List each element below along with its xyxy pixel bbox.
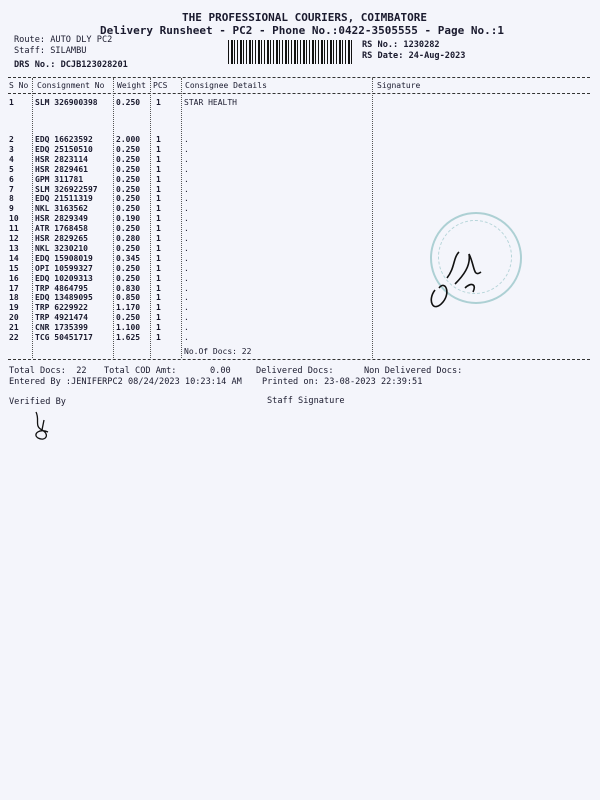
no-of-docs: No.Of Docs: 22 [184, 347, 252, 356]
staff-signature: Staff Signature [267, 396, 345, 406]
row-pcs: 1 [156, 164, 161, 174]
row-consignment-no: OPI 10599327 [35, 263, 93, 273]
col-consignee: Consignee Details [185, 81, 267, 90]
row-pcs: 1 [156, 323, 161, 333]
row-consignee: . [184, 144, 189, 154]
row-sno: 9 [9, 204, 14, 214]
row-pcs: 1 [156, 313, 161, 323]
row-consignment-no: TRP 4921474 [35, 313, 88, 323]
row-pcs: 1 [156, 303, 161, 313]
row-consignment-no: TCG 50451717 [35, 333, 93, 342]
row-weight: 1.170 [116, 303, 141, 313]
row-weight: 0.250 [116, 204, 141, 214]
row-consignment-no: TRP 6229922 [35, 303, 88, 313]
row-pcs: 1 [156, 224, 161, 234]
row-consignee: . [184, 234, 189, 243]
row-weight: 0.250 [116, 273, 141, 283]
row-consignment-no: HSR 2823114 [35, 154, 88, 164]
row-consignee: STAR HEALTH [184, 98, 237, 107]
row-sno: 11 [9, 224, 19, 234]
row-consignee: . [184, 224, 189, 234]
row-weight: 0.250 [116, 243, 141, 253]
row-pcs: 1 [156, 253, 161, 263]
table-row [0, 98, 600, 108]
row-consignee: . [184, 135, 189, 144]
row-pcs: 1 [156, 194, 161, 204]
divider-header [8, 93, 590, 94]
row-weight: 0.250 [116, 98, 141, 107]
table-row [0, 145, 600, 155]
row-weight: 0.250 [116, 154, 141, 164]
row-consignment-no: SLM 326900398 [35, 98, 98, 107]
row-weight: 0.280 [116, 234, 141, 243]
row-sno: 22 [9, 333, 19, 342]
delivered-docs: Delivered Docs: [256, 366, 334, 376]
delivery-signature-icon [425, 238, 495, 318]
row-consignment-no: NKL 3163562 [35, 204, 88, 214]
table-row [0, 323, 600, 333]
row-consignee: . [184, 253, 189, 263]
table-row [0, 175, 600, 185]
row-pcs: 1 [156, 214, 161, 224]
row-pcs: 1 [156, 184, 161, 194]
row-pcs: 1 [156, 263, 161, 273]
row-consignee: . [184, 303, 189, 313]
sheet-title: Delivery Runsheet - PC2 - Phone No.:0422-3505555 - Page No.:1 [100, 24, 504, 37]
row-pcs: 1 [156, 144, 161, 154]
row-consignment-no: SLM 326922597 [35, 184, 98, 194]
col-weight: Weight [117, 81, 146, 90]
row-weight: 1.625 [116, 333, 141, 342]
row-consignee: . [184, 154, 189, 164]
table-row [0, 194, 600, 204]
row-consignment-no: HSR 2829461 [35, 164, 88, 174]
table-row [0, 155, 600, 165]
row-consignment-no: EDQ 13489095 [35, 293, 93, 303]
non-delivered-docs: Non Delivered Docs: [364, 366, 463, 376]
row-consignment-no: EDQ 25150510 [35, 144, 93, 154]
row-sno: 2 [9, 135, 14, 144]
verifier-signature-icon [30, 408, 60, 444]
divider-top [8, 77, 590, 78]
row-weight: 0.250 [116, 313, 141, 323]
row-sno: 7 [9, 184, 14, 194]
row-weight: 0.830 [116, 283, 141, 293]
row-consignment-no: HSR 2829265 [35, 234, 88, 243]
row-consignee: . [184, 174, 189, 184]
table-row [0, 165, 600, 175]
row-weight: 0.250 [116, 144, 141, 154]
row-sno: 6 [9, 174, 14, 184]
row-sno: 14 [9, 253, 19, 263]
row-consignee: . [184, 293, 189, 303]
row-consignee: . [184, 184, 189, 194]
total-cod-label: Total COD Amt: [104, 366, 177, 376]
row-weight: 0.250 [116, 224, 141, 234]
row-weight: 0.850 [116, 293, 141, 303]
row-sno: 20 [9, 313, 19, 323]
row-sno: 8 [9, 194, 14, 204]
row-consignment-no: EDQ 16623592 [35, 135, 93, 144]
row-pcs: 1 [156, 154, 161, 164]
table-row [0, 214, 600, 224]
row-consignment-no: ATR 1768458 [35, 224, 88, 234]
printed-on: Printed on: 23-08-2023 22:39:51 [262, 377, 423, 387]
row-weight: 0.250 [116, 174, 141, 184]
row-sno: 5 [9, 164, 14, 174]
row-consignee: . [184, 164, 189, 174]
row-sno: 16 [9, 273, 19, 283]
row-weight: 0.250 [116, 263, 141, 273]
divider-bottom [8, 359, 590, 360]
entered-by: Entered By :JENIFERPC2 08/24/2023 10:23:14 AM [9, 377, 242, 387]
row-consignment-no: EDQ 15908019 [35, 253, 93, 263]
col-signature: Signature [377, 81, 421, 90]
row-sno: 4 [9, 154, 14, 164]
row-pcs: 1 [156, 98, 161, 107]
row-pcs: 1 [156, 293, 161, 303]
row-pcs: 1 [156, 135, 161, 144]
route-label: Route: AUTO DLY PC2 [14, 35, 113, 45]
row-sno: 19 [9, 303, 19, 313]
row-weight: 0.345 [116, 253, 141, 263]
table-row [0, 135, 600, 145]
row-sno: 21 [9, 323, 19, 333]
row-consignee: . [184, 283, 189, 293]
row-consignment-no: HSR 2829349 [35, 214, 88, 224]
row-consignee: . [184, 313, 189, 323]
table-row [0, 333, 600, 343]
row-sno: 13 [9, 243, 19, 253]
table-row [0, 303, 600, 313]
row-consignee: . [184, 333, 189, 342]
col-consignment: Consignment No [37, 81, 105, 90]
row-sno: 18 [9, 293, 19, 303]
table-row [0, 204, 600, 214]
verified-by: Verified By [9, 397, 66, 407]
company-name: THE PROFESSIONAL COURIERS, COIMBATORE [182, 11, 428, 24]
row-consignment-no: GPM 311781 [35, 174, 84, 184]
barcode [228, 40, 354, 64]
rs-number: RS No.: 1230282 [362, 40, 440, 50]
row-consignee: . [184, 194, 189, 204]
row-pcs: 1 [156, 283, 161, 293]
row-consignee: . [184, 323, 189, 333]
row-pcs: 1 [156, 204, 161, 214]
row-consignment-no: TRP 4864795 [35, 283, 88, 293]
row-sno: 10 [9, 214, 19, 224]
row-weight: 2.000 [116, 135, 141, 144]
row-sno: 1 [9, 98, 14, 107]
row-weight: 0.250 [116, 194, 141, 204]
row-consignment-no: NKL 3230210 [35, 243, 88, 253]
row-pcs: 1 [156, 234, 161, 243]
col-sno: S No [9, 81, 29, 90]
row-consignment-no: CNR 1735399 [35, 323, 88, 333]
row-sno: 12 [9, 234, 19, 243]
row-sno: 17 [9, 283, 19, 293]
row-pcs: 1 [156, 174, 161, 184]
drs-number: DRS No.: DCJB123028201 [14, 60, 128, 70]
row-consignee: . [184, 273, 189, 283]
row-consignee: . [184, 243, 189, 253]
row-sno: 3 [9, 144, 14, 154]
row-consignee: . [184, 263, 189, 273]
total-docs: Total Docs: 22 [9, 366, 87, 376]
row-pcs: 1 [156, 273, 161, 283]
row-sno: 15 [9, 263, 19, 273]
row-weight: 0.190 [116, 214, 141, 224]
row-weight: 1.100 [116, 323, 141, 333]
row-consignee: . [184, 204, 189, 214]
row-pcs: 1 [156, 333, 161, 342]
row-consignment-no: EDQ 21511319 [35, 194, 93, 204]
total-cod-value: 0.00 [210, 366, 231, 376]
rs-date: RS Date: 24-Aug-2023 [362, 51, 466, 61]
table-row [0, 313, 600, 323]
row-weight: 0.250 [116, 184, 141, 194]
row-pcs: 1 [156, 243, 161, 253]
col-pcs: PCS [153, 81, 168, 90]
row-weight: 0.250 [116, 164, 141, 174]
table-row [0, 293, 600, 303]
row-consignee: . [184, 214, 189, 224]
table-row [0, 185, 600, 195]
row-consignment-no: EDQ 10209313 [35, 273, 93, 283]
staff-label: Staff: SILAMBU [14, 46, 87, 56]
